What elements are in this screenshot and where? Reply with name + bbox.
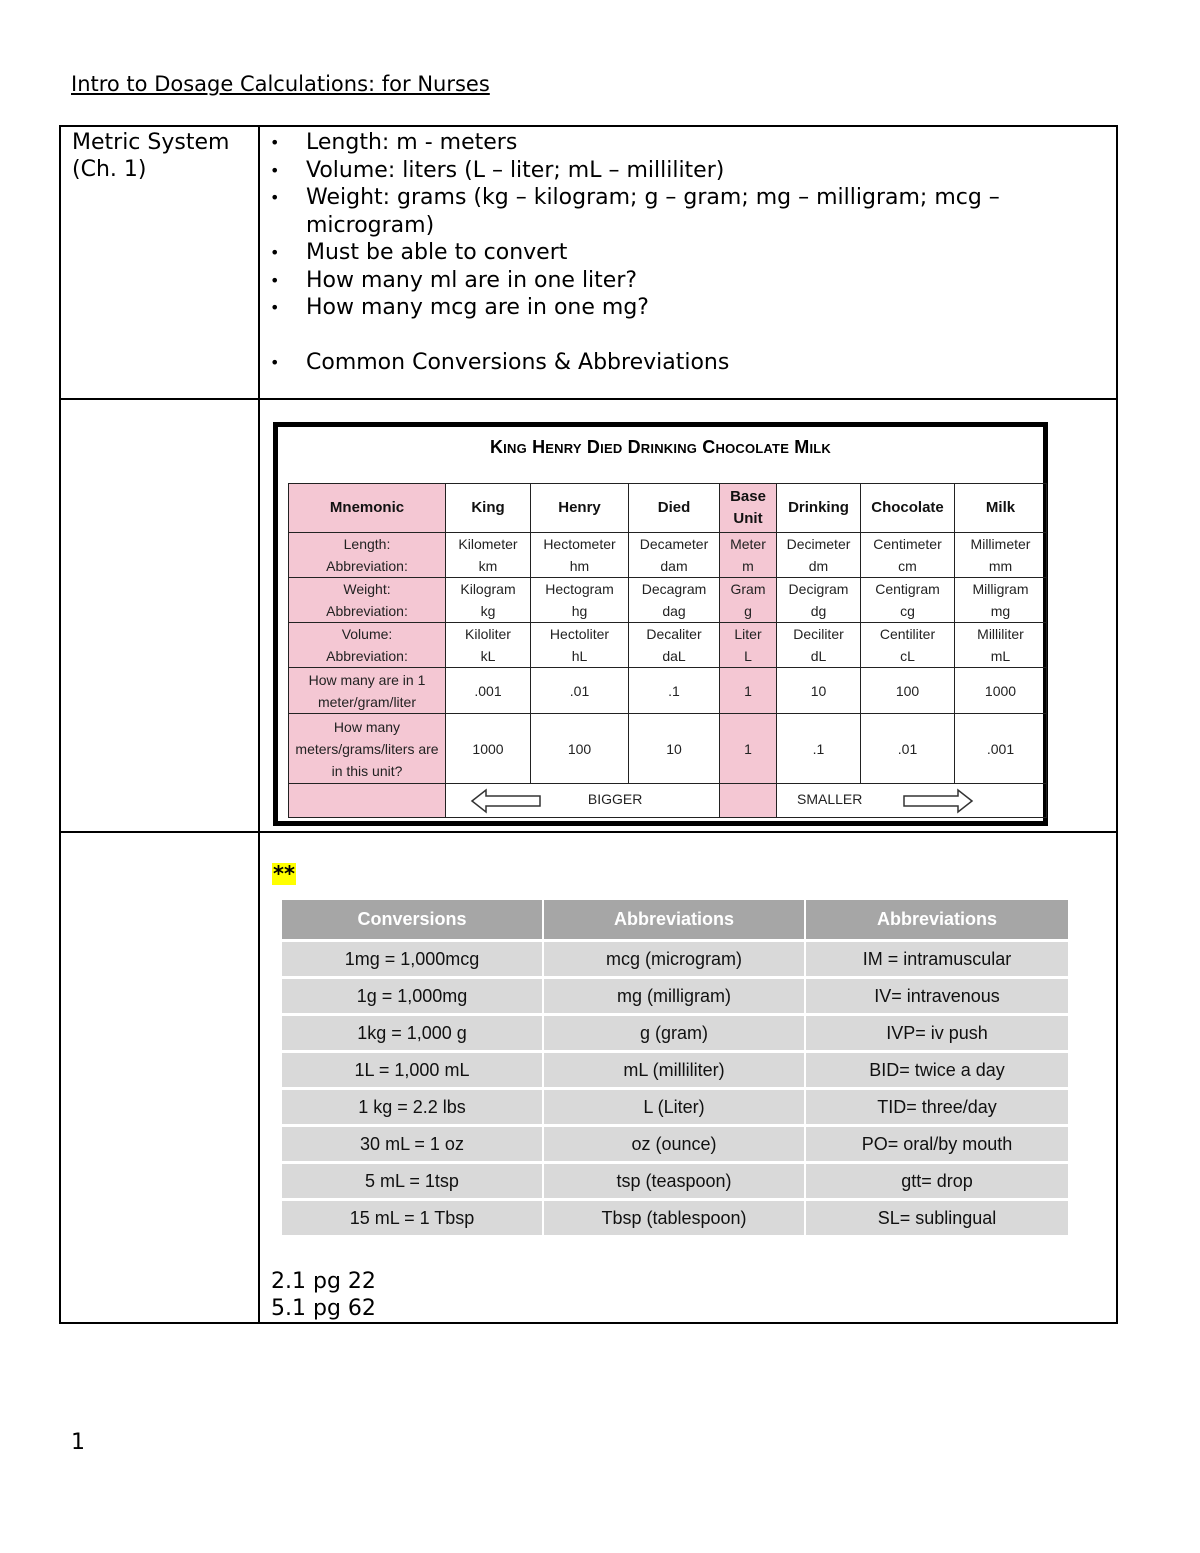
header-cell: Henry [531, 484, 629, 533]
table-row [282, 1201, 1068, 1235]
unit-cell: Centiliter cL [861, 623, 955, 668]
topic-label: Metric System [72, 130, 230, 155]
abbreviation-cell: IM = intramuscular [806, 942, 1068, 976]
reference-line: 2.1 pg 22 [271, 1269, 376, 1294]
conversion-cell: 5 mL = 1tsp [282, 1164, 544, 1198]
conversion-cell: 1L = 1,000 mL [282, 1053, 544, 1087]
abbreviation-cell: g (gram) [544, 1016, 806, 1050]
unit-cell: Decaliter daL [629, 623, 720, 668]
value-cell: 100 [531, 714, 629, 784]
abbreviation-cell: TID= three/day [806, 1090, 1068, 1124]
abbreviation-cell: IV= intravenous [806, 979, 1068, 1013]
king-henry-header-row [289, 484, 1047, 533]
abbreviation-cell: L (Liter) [544, 1090, 806, 1124]
notes-cell [259, 126, 1117, 399]
unit-cell: Meter m [720, 533, 777, 578]
king-henry-cell [259, 399, 1117, 832]
abbreviation-cell: SL= sublingual [806, 1201, 1068, 1235]
unit-cell: Centigram cg [861, 578, 955, 623]
empty-cell [720, 784, 777, 818]
header-cell: Abbreviations [806, 900, 1068, 939]
unit-cell: Gram g [720, 578, 777, 623]
value-cell: 100 [861, 668, 955, 714]
bigger-cell [446, 784, 720, 818]
value-cell: .1 [777, 714, 861, 784]
header-cell: Abbreviations [544, 900, 806, 939]
conversion-cell: 1mg = 1,000mcg [282, 942, 544, 976]
unit-cell: Decameter dam [629, 533, 720, 578]
table-row [282, 1164, 1068, 1198]
value-cell: .01 [531, 668, 629, 714]
table-row [282, 979, 1068, 1013]
value-cell: 1 [720, 714, 777, 784]
conversion-cell: 1g = 1,000mg [282, 979, 544, 1013]
header-cell: Base Unit [720, 484, 777, 533]
header-cell: King [446, 484, 531, 533]
value-cell: .001 [955, 714, 1047, 784]
value-cell: 10 [777, 668, 861, 714]
conversion-cell: 30 mL = 1 oz [282, 1127, 544, 1161]
header-cell: Died [629, 484, 720, 533]
value-cell: 1 [720, 668, 777, 714]
abbreviation-cell: PO= oral/by mouth [806, 1127, 1068, 1161]
value-cell: 10 [629, 714, 720, 784]
row-label: How many are in 1 meter/gram/liter [289, 668, 446, 714]
empty-topic-cell [60, 399, 259, 832]
topic-cell [60, 126, 259, 399]
left-arrow-icon [470, 788, 542, 814]
conversions-table [282, 897, 1068, 1238]
bullet-item: • Common Conversions & Abbreviations [270, 349, 1106, 377]
weight-row [289, 578, 1047, 623]
unit-cell: Kilogram kg [446, 578, 531, 623]
unit-cell: Millimeter mm [955, 533, 1047, 578]
row-label: Volume: Abbreviation: [289, 623, 446, 668]
unit-cell: Hectometer hm [531, 533, 629, 578]
table-row [282, 1127, 1068, 1161]
how-many-in-one-row [289, 668, 1047, 714]
bullet-item: • How many ml are in one liter? [270, 267, 1106, 295]
smaller-label: SMALLER [797, 791, 863, 808]
unit-cell: Deciliter dL [777, 623, 861, 668]
unit-cell: Kilometer km [446, 533, 531, 578]
unit-cell: Kiloliter kL [446, 623, 531, 668]
abbreviation-cell: mcg (microgram) [544, 942, 806, 976]
king-henry-title: King Henry Died Drinking Chocolate Milk [489, 437, 832, 457]
unit-cell: Centimeter cm [861, 533, 955, 578]
value-cell: .001 [446, 668, 531, 714]
bullet-item: • Length: m - meters [270, 129, 1106, 157]
row-label: How many meters/grams/liters are in this unit? [289, 714, 446, 784]
conversion-cell: 1kg = 1,000 g [282, 1016, 544, 1050]
unit-cell: Liter L [720, 623, 777, 668]
row-label: Weight: Abbreviation: [289, 578, 446, 623]
abbreviation-cell: Tbsp (tablespoon) [544, 1201, 806, 1235]
unit-cell: Milliliter mL [955, 623, 1047, 668]
unit-cell: Decagram dag [629, 578, 720, 623]
page-references [271, 1268, 1116, 1322]
value-cell: .01 [861, 714, 955, 784]
empty-topic-cell [60, 832, 259, 1323]
conversion-cell: 15 mL = 1 Tbsp [282, 1201, 544, 1235]
unit-cell: Hectoliter hL [531, 623, 629, 668]
value-cell: 1000 [446, 714, 531, 784]
empty-cell [289, 784, 446, 818]
header-cell: Conversions [282, 900, 544, 939]
conversion-cell: 1 kg = 2.2 lbs [282, 1090, 544, 1124]
unit-cell: Hectogram hg [531, 578, 629, 623]
abbreviation-cell: BID= twice a day [806, 1053, 1068, 1087]
abbreviation-cell: oz (ounce) [544, 1127, 806, 1161]
conversions-header-row [282, 900, 1068, 939]
abbreviation-cell: IVP= iv push [806, 1016, 1068, 1050]
conversions-cell [259, 832, 1117, 1323]
length-row [289, 533, 1047, 578]
table-row [282, 942, 1068, 976]
abbreviation-cell: tsp (teaspoon) [544, 1164, 806, 1198]
value-cell: .1 [629, 668, 720, 714]
document-title: Intro to Dosage Calculations: for Nurses [71, 72, 490, 96]
bigger-label: BIGGER [587, 791, 643, 808]
bullet-item: • Must be able to convert [270, 239, 1106, 267]
header-cell: Drinking [777, 484, 861, 533]
metric-bullet-list [260, 127, 1116, 376]
king-henry-table [288, 483, 1047, 818]
abbreviation-cell: gtt= drop [806, 1164, 1068, 1198]
how-many-units-row [289, 714, 1047, 784]
header-cell: Mnemonic [289, 484, 446, 533]
row-label: Length: Abbreviation: [289, 533, 446, 578]
right-arrow-icon [902, 788, 974, 814]
abbreviation-cell: mL (milliliter) [544, 1053, 806, 1087]
volume-row [289, 623, 1047, 668]
king-henry-chart [273, 422, 1048, 826]
header-cell: Milk [955, 484, 1047, 533]
bullet-item: • Weight: grams (kg – kilogram; g – gram; mg – milligram; mcg – microgram) [270, 184, 1106, 239]
unit-cell: Decimeter dm [777, 533, 861, 578]
smaller-cell [777, 784, 1047, 818]
page-number: 1 [71, 1430, 85, 1455]
notes-table [59, 125, 1118, 1324]
table-row [282, 1090, 1068, 1124]
metric-system-row [60, 126, 1117, 399]
abbreviation-cell: mg (milligram) [544, 979, 806, 1013]
unit-cell: Milligram mg [955, 578, 1047, 623]
direction-row [289, 784, 1047, 818]
bullet-item: • How many mcg are in one mg? [270, 294, 1106, 322]
chapter-label: (Ch. 1) [72, 157, 147, 182]
conversions-row [60, 832, 1117, 1323]
bullet-item: • Volume: liters (L – liter; mL – milliliter) [270, 157, 1106, 185]
value-cell: 1000 [955, 668, 1047, 714]
unit-cell: Decigram dg [777, 578, 861, 623]
highlighted-stars: ** [273, 862, 295, 886]
table-row [282, 1016, 1068, 1050]
reference-line: 5.1 pg 62 [271, 1296, 376, 1321]
header-cell: Chocolate [861, 484, 955, 533]
table-row [282, 1053, 1068, 1087]
king-henry-row [60, 399, 1117, 832]
